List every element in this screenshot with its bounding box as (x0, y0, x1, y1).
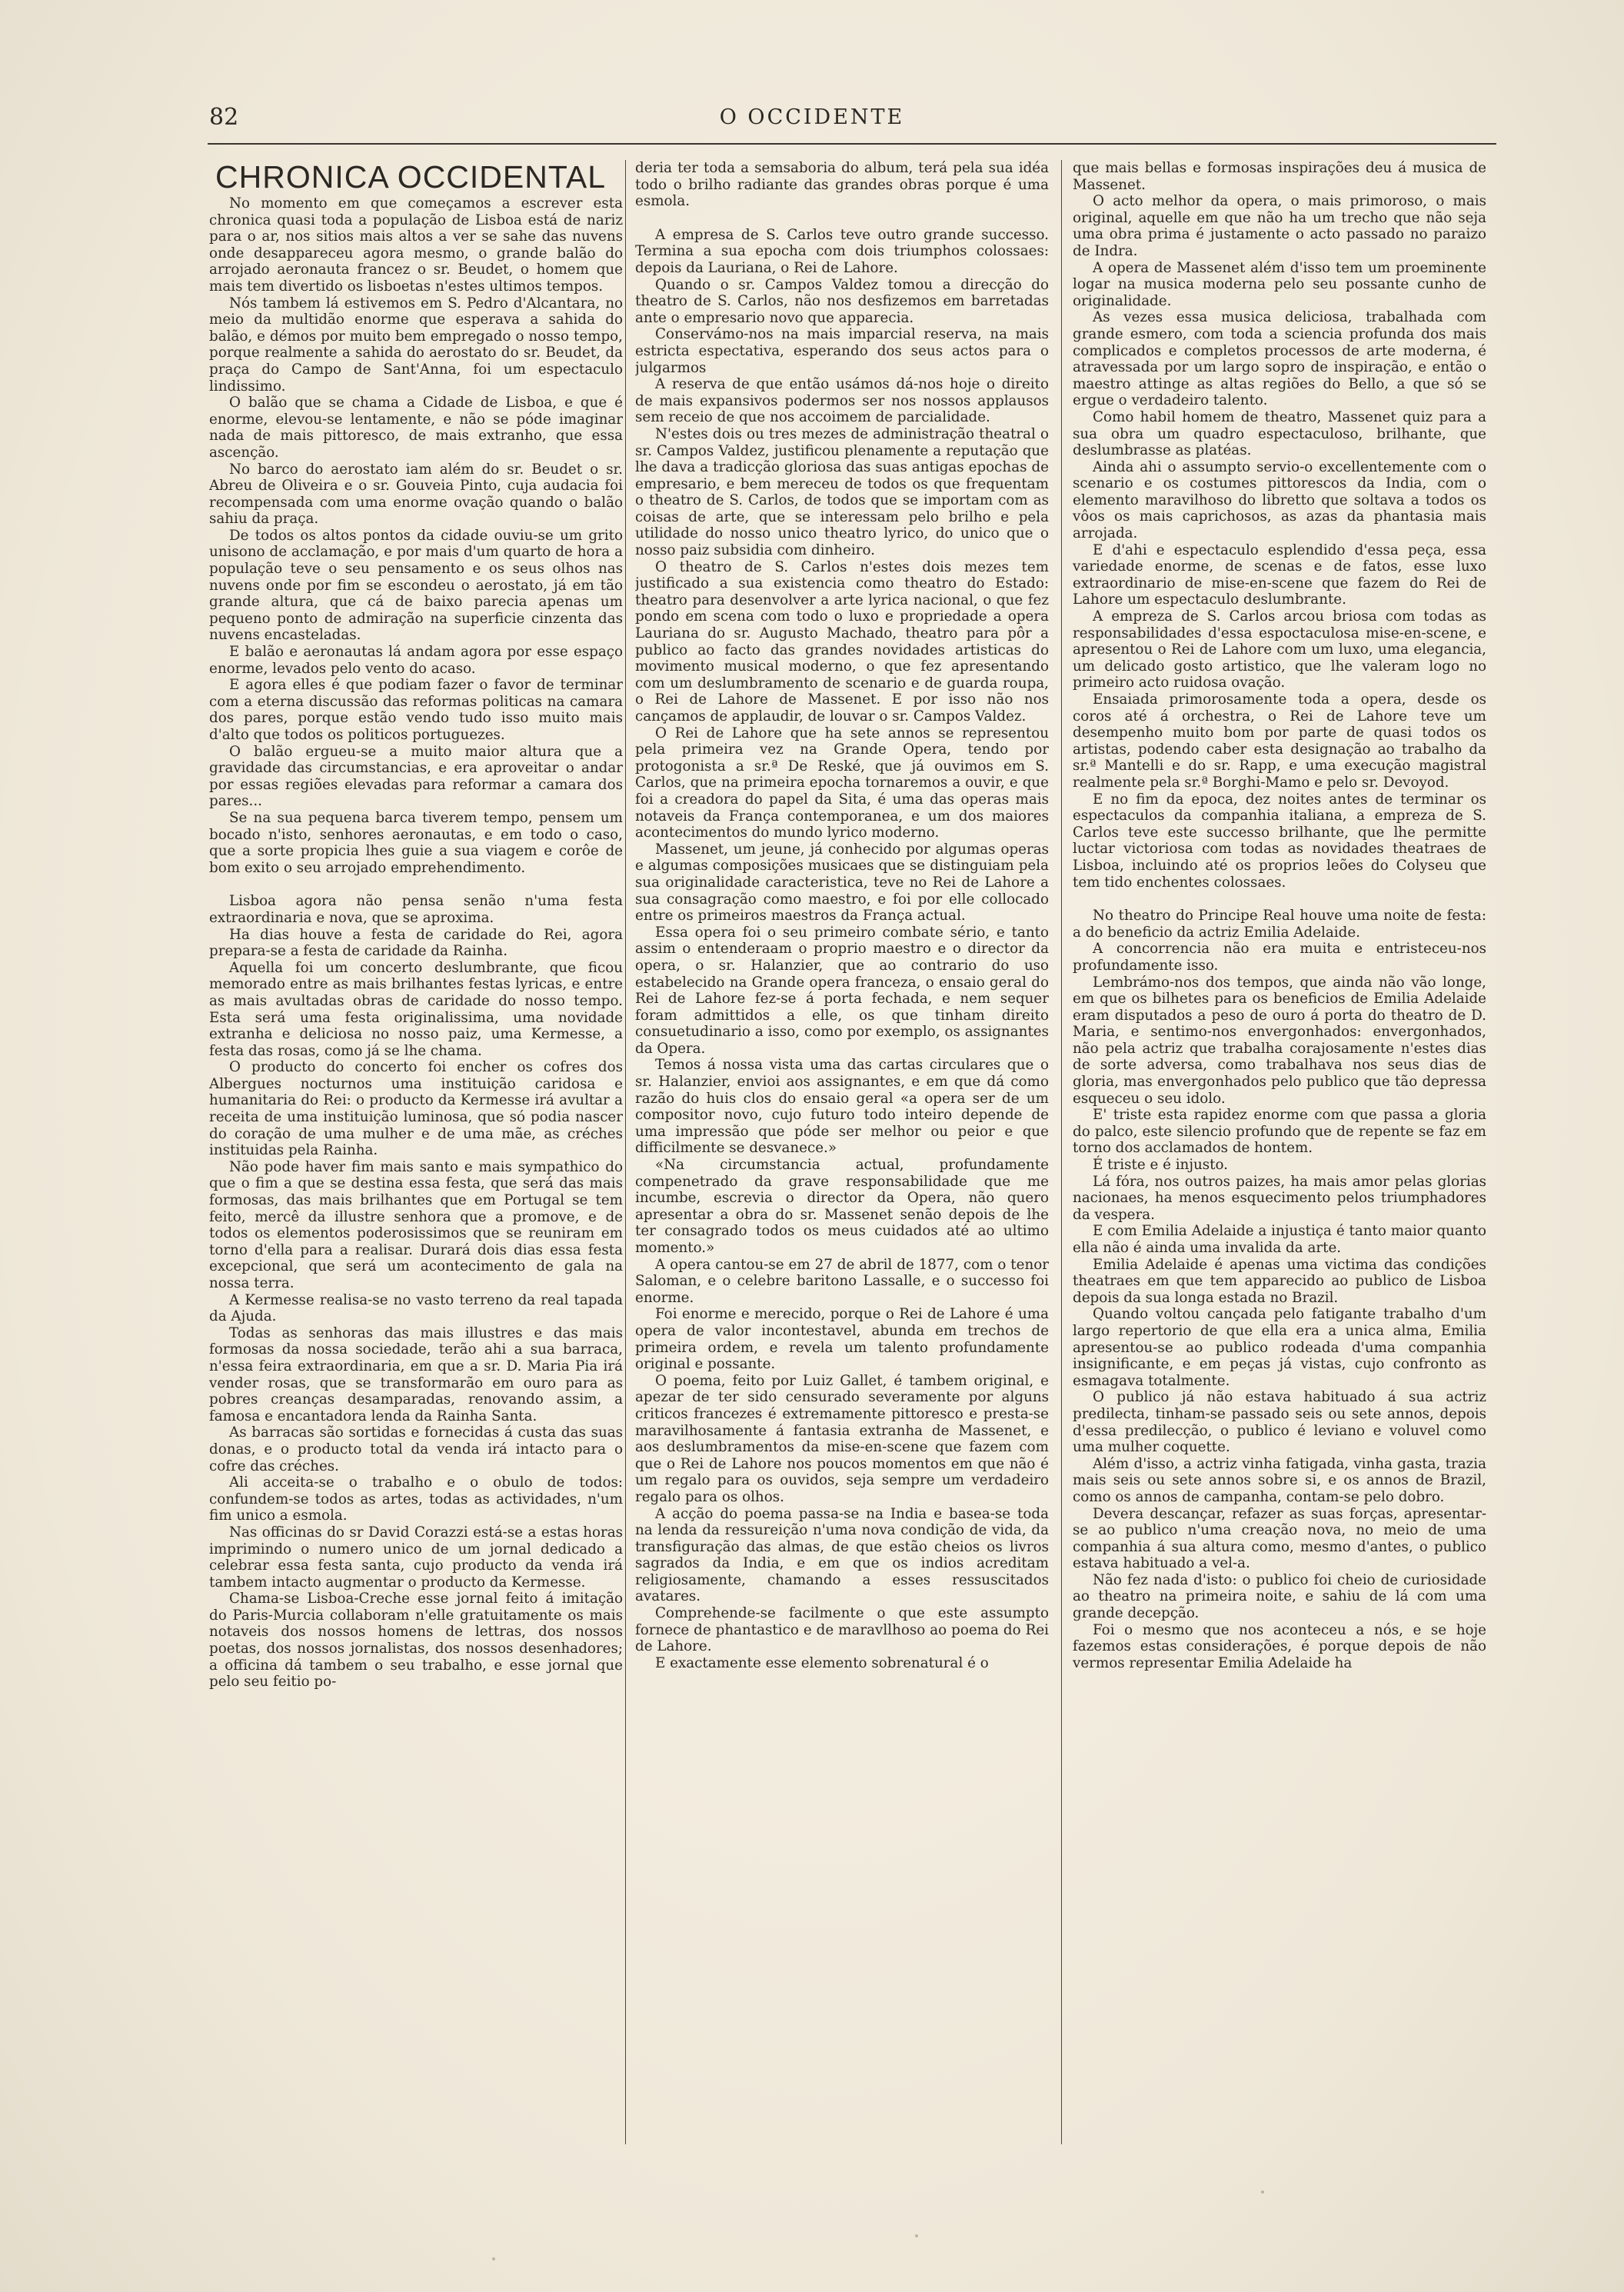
paragraph: As vezes essa musica deliciosa, trabalhada com grande esmero, com toda a sciencia profunda dos mais complicados e completos processos de arte moderna, é atravessada por um largo sopro de inspiração, e então o maestro attinge as altas regiões do Bello, a que só se ergue o verdadeiro talento. (1073, 309, 1486, 409)
paragraph: No theatro do Principe Real houve uma noite de festa: a do beneficio da actriz Emilia Adelaide. (1073, 908, 1486, 941)
paragraph: A acção do poema passa-se na India e basea-se toda na lenda da ressureição n'uma nova condição de vida, da transfiguração das almas, de que estão cheios os livros sagrados da India, e em que os indios acreditam religiosamente, chamando a esses ressuscitados avatares. (635, 1505, 1049, 1605)
paragraph: E no fim da epoca, dez noites antes de terminar os espectaculos da companhia italiana, a empreza de S. Carlos teve este successo brilhante, que lhe permitte luctar victoriosa com todas as novidades theatraes de Lisboa, incluindo até os proprios leões do Colyseu que tem tido enchentes colossaes. (1073, 791, 1486, 891)
paragraph: As barracas são sortidas e fornecidas á custa das suas donas, e o producto total da venda irá intacto para o cofre das créches. (209, 1424, 623, 1474)
paragraph: Chama-se Lisboa-Creche esse jornal feito á imitação do Paris-Murcia collaboram n'elle gratuitamente os mais notaveis dos nossos homens de lettras, dos nossos poetas, dos nossos jornalistas, dos nossos desenhadores; a officina dá tambem o seu trabalho, e esse jornal que pelo seu feitio po- (209, 1591, 623, 1691)
running-head: O OCCIDENTE (719, 105, 905, 129)
paragraph: Como habil homem de theatro, Massenet quiz para a sua obra um quadro espectaculoso, brilhante, que deslumbrasse as platéas. (1073, 408, 1486, 459)
paragraph: Foi o mesmo que nos aconteceu a nós, e se hoje fazemos estas considerações, é porque depois de não vermos representar Emilia Adelaide ha (1073, 1621, 1486, 1671)
paragraph: Nas officinas do sr David Corazzi está-se a estas horas imprimindo o numero unico de um jornal dedicado a celebrar essa festa santa, cujo producto da venda irá tambem intacto augmentar o producto da Kermesse. (209, 1524, 623, 1591)
paragraph: Quando voltou cançada pelo fatigante trabalho d'um largo repertorio de que ella era a unica alma, Emilia apresentou-se ao publico rodeada d'uma companhia insignificante, e em peças já vistas, cujo confronto as esmagava totalmente. (1073, 1306, 1486, 1389)
paragraph: Ensaiada primorosamente toda a opera, desde os coros até á orchestra, o Rei de Lahore teve um desempenho muito bom por parte de quasi todos os artistas, podendo caber esta designação ao trabalho da sr.ª Mantelli e do sr. Rapp, e uma execução magistral realmente pela sr.ª Borghi-Mamo e pelo sr. Devoyod. (1073, 691, 1486, 791)
paragraph: A Kermesse realisa-se no vasto terreno da real tapada da Ajuda. (209, 1291, 623, 1325)
paragraph: Essa opera foi o seu primeiro combate sério, e tanto assim o entenderaam o proprio maestro e o director da opera, o sr. Halanzier, que ao contrario do uso estabelecido na Grande opera franceza, o ensaio geral do Rei de Lahore fez-se á porta fechada, e nem sequer foram admittidos a elle, os que tinham direito consuetudinario a isso, como por exemplo, os assignantes da Opera. (635, 924, 1049, 1057)
paragraph: Aquella foi um concerto deslumbrante, que ficou memorado entre as mais brilhantes festas lyricas, e entre as mais avultadas obras de caridade do nosso tempo. Esta será uma festa originalissima, uma novidade extranha e deliciosa no nosso paiz, uma Kermesse, a festa das rosas, como já se lhe chama. (209, 959, 623, 1059)
paragraph: Não fez nada d'isto: o publico foi cheio de curiosidade ao theatro na primeira noite, e sahiu de lá com uma grande decepção. (1073, 1571, 1486, 1622)
paper-speck (1261, 2190, 1264, 2194)
paragraph: Lembrámo-nos dos tempos, que ainda não vão longe, em que os bilhetes para os beneficios de Emilia Adelaide eram disputados a peso de ouro á porta do theatro de D. Maria, e sentimo-nos envergonhados: envergonhados, não pela actriz que trabalha corajosamente n'estes dias de sorte adversa, como trabalhava nos seus dias de gloria, mas envergonhados pelo publico que tão depressa esqueceu o seu idolo. (1073, 974, 1486, 1107)
paragraph: O Rei de Lahore que ha sete annos se representou pela primeira vez na Grande Opera, tendo por protogonista a sr.ª De Reské, que já ouvimos em S. Carlos, que na primeira epocha tornaremos a ouvir, e que foi a creadora do papel da Sita, é uma das operas mais notaveis da França contemporanea, e um dos maiores acontecimentos do mundo lyrico moderno. (635, 725, 1049, 841)
paragraph: Devera descançar, refazer as suas forças, apresentar-se ao publico n'uma creação nova, no meio de uma companhia á sua altura como, mesmo d'antes, o publico estava habituado a vel-a. (1073, 1505, 1486, 1572)
paragraph: Temos á nossa vista uma das cartas circulares que o sr. Halanzier, envioi aos assignantes, e em que dá como razão do huis clos do ensaio geral «a opera ser de um compositor novo, cujo futuro todo inteiro depende de uma impressão que póde ser melhor ou peior e que difficilmente se desvanece.» (635, 1057, 1049, 1157)
paragraph: O producto do concerto foi encher os cofres dos Albergues nocturnos uma instituição caridosa e humanitaria do Rei: o producto da Kermesse irá avultar a receita de uma instituição luminosa, que só podia nascer do coração de uma mulher e de uma mãe, as créches instituidas pela Rainha. (209, 1059, 623, 1159)
paragraph: E exactamente esse elemento sobrenatural é o (655, 1654, 989, 1671)
paragraph: A opera cantou-se em 27 de abril de 1877, com o tenor Saloman, e o celebre baritono Lassalle, e o successo foi enorme. (635, 1256, 1049, 1306)
paragraph: Conservámo-nos na mais imparcial reserva, na mais estricta espectativa, esperando dos seus actos para o julgarmos (635, 326, 1049, 376)
paragraph: Quando o sr. Campos Valdez tomou a direcção do theatro de S. Carlos, não nos desfizemos em barretadas ante o empresario novo que apparecia. (635, 276, 1049, 326)
text-column-1 (209, 160, 623, 2160)
paragraph: que mais bellas e formosas inspirações deu á musica de Massenet. (1073, 160, 1486, 193)
page-number: 82 (209, 104, 239, 131)
text-column-2 (635, 160, 1049, 2160)
paper-speck (492, 2257, 495, 2260)
paragraph: No barco do aerostato iam além do sr. Beudet o sr. Abreu de Oliveira e o sr. Gouveia Pinto, cuja audacia foi recompensada com uma enorme ovação quando o balão sahiu da praça. (209, 461, 623, 528)
paragraph: O theatro de S. Carlos n'estes dois mezes tem justificado a sua existencia como theatro do Estado: theatro para desenvolver a arte lyrica nacional, o que fez pondo em scena com todo o luxo e propriedade a opera Lauriana do sr. Augusto Machado, theatro para pôr a publico ao facto das grandes novidades artisticas do movimento musical moderno, o que fez apresentando com um deslumbramento de scenario e de guarda roupa, o Rei de Lahore de Massenet. E por isso não nos cançamos de applaudir, de louvar o sr. Campos Valdez. (635, 558, 1049, 725)
column-divider (625, 160, 626, 2144)
column-2-body (635, 160, 1049, 1671)
paragraph: E com Emilia Adelaide a injustiça é tanto maior quanto ella não é ainda uma invalida da arte. (1073, 1223, 1486, 1256)
paper-speck (915, 2234, 918, 2237)
paragraph: O poema, feito por Luiz Gallet, é tambem original, e apezar de ter sido censurado severamente por alguns criticos francezes é extremamente pittoresco e presta-se maravilhosamente á fantasia extranha de Massenet, e aos deslumbramentos da mise-en-scene que fazem com que o Rei de Lahore nos poucos momentos em que não é um regalo para os ouvidos, seja sempre um verdadeiro regalo para os olhos. (635, 1372, 1049, 1505)
paragraph: Nós tambem lá estivemos em S. Pedro d'Alcantara, no meio da multidão enorme que esperava a sahida do balão, e démos por muito bem empregado o nosso tempo, porque realmente a sahida do aerostato do sr. Beudet, da praça do Campo de Sant'Anna, foi um espectaculo lindissimo. (209, 295, 623, 395)
paragraph: «Na circumstancia actual, profundamente compenetrado da grave responsabilidade que me incumbe, escrevia o director da Opera, não quero apresentar a obra do sr. Massenet senão depois de lhe ter consagrado todos os meus cuidados até ao ultimo momento.» (635, 1157, 1049, 1256)
paragraph: Todas as senhoras das mais illustres e das mais formosas da nossa sociedade, terão ahi a sua barraca, n'essa feira extraordinaria, em que a sr. D. Maria Pia irá vender rosas, que se transformarão em ouro para as pobres creanças desamparadas, renovando assim, a famosa e encantadora lenda da Rainha Santa. (209, 1324, 623, 1424)
paragraph: A empreza de S. Carlos arcou briosa com todas as responsabilidades d'essa espoctaculosa mise-en-scene, e apresentou o Rei de Lahore com um luxo, uma elegancia, um delicado gosto artistico, que lhe valeram logo no primeiro acto ruidosa ovação. (1073, 608, 1486, 691)
paragraph: Lá fóra, nos outros paizes, ha mais amor pelas glorias nacionaes, ha menos esquecimento pelos triumphadores da vespera. (1073, 1173, 1486, 1223)
paragraph: Ha dias houve a festa de caridade do Rei, agora prepara-se a festa de caridade da Rainha. (209, 926, 623, 960)
text-column-3 (1073, 160, 1486, 2160)
paragraph: No momento em que começamos a escrever esta chronica quasi toda a população de Lisboa está de nariz para o ar, nos sitios mais altos a ver se sahe das nuvens onde desappareceu agora mesmo, o grande balão do arrojado aeronauta francez o sr. Beudet, o homem que mais tem divertido os lisboetas n'estes ultimos tempos. (209, 195, 623, 295)
paragraph: A reserva de que então usámos dá-nos hoje o direito de mais expansivos podermos ser nos nossos applausos sem receio de que nos accoimem de parcialidade. (635, 376, 1049, 426)
paragraph: E' triste esta rapidez enorme com que passa a gloria do palco, este silencio profundo que de repente se faz em torno dos acclamados de hontem. (1073, 1107, 1486, 1157)
paragraph: Ainda ahi o assumpto servio-o excellentemente com o scenario e os costumes pittorescos da India, com o elemento maravilhoso do libretto que soltava a todos os vôos os mais caprichosos, as azas da phantasia mais arrojada. (1073, 458, 1486, 542)
paragraph: Foi enorme e merecido, porque o Rei de Lahore é uma opera de valor incontestavel, abunda em trechos de primeira ordem, e revela um talento profundamente original e possante. (635, 1306, 1049, 1373)
paragraph: O acto melhor da opera, o mais primoroso, o mais original, aquelle em que não ha um trecho que não seja uma obra prima é justamente o acto passado no paraizo de Indra. (1073, 193, 1486, 259)
paragraph: Comprehende-se facilmente o que este assumpto fornece de phantastico e de maravllhoso ao poema do Rei de Lahore. (635, 1605, 1049, 1655)
paragraph: N'estes dois ou tres mezes de administração theatral o sr. Campos Valdez, justificou plenamente a reputação que lhe dava a tradicção gloriosa das suas antigas epochas de empresario, e bem mereceu de todos os que frequentam o theatro de S. Carlos, de todos que se importam com as coisas de arte, que se interessam pelo brilho e pela utilidade do nosso unico theatro lyrico, do unico que o nosso paiz subsidia com dinheiro. (635, 425, 1049, 559)
paragraph: Além d'isso, a actriz vinha fatigada, vinha gasta, trazia mais seis ou sete annos sobre si, e os annos de Brazil, como os annos de campanha, contam-se pelo dobro. (1073, 1455, 1486, 1505)
paragraph: O publico já não estava habituado á sua actriz predilecta, tinham-se passado seis ou sete annos, depois d'essa predilecção, o publico é leviano e voluvel como uma mulher coquette. (1073, 1389, 1486, 1456)
paragraph: Ali acceita-se o trabalho e o obulo de todos: confundem-se todos as artes, todas as actividades, n'um fim unico a esmola. (209, 1474, 623, 1524)
column-3-body (1073, 160, 1486, 1671)
header-rule (208, 143, 1496, 145)
paragraph: O balão que se chama a Cidade de Lisboa, e que é enorme, elevou-se lentamente, e não se póde imaginar nada de mais pittoresco, de mais extranho, que essa ascenção. (209, 395, 623, 461)
paragraph: deria ter toda a semsaboria do album, terá pela sua idéa todo o brilho radiante das grandes obras porque é uma esmola. (635, 160, 1049, 210)
paragraph: Se na sua pequena barca tiverem tempo, pensem um bocado n'isto, senhores aeronautas, e em todo o caso, que a sorte propicia lhes guie a sua viagem e corôe de bom exito o seu arrojado emprehendimento. (209, 809, 623, 876)
paragraph: Emilia Adelaide é apenas uma victima das condições theatraes em que tem apparecido ao publico de Lisboa depois da sua longa estada no Brazil. (1073, 1256, 1486, 1306)
article-title: CHRONICA OCCIDENTAL (215, 160, 607, 195)
paragraph: Não pode haver fim mais santo e mais sympathico do que o fim a que se destina essa festa, que será das mais formosas, das mais brilhantes que em Portugal se tem feito, mercê da illustre senhora que a promove, e de todos os elementos poderosissimos que se reuniram em torno d'ella para a realisar. Durará dois dias essa festa excepcional, que será um acontecimento de gala na nossa terra. (209, 1158, 623, 1291)
paragraph: Massenet, um jeune, já conhecido por algumas operas e algumas composições musicaes que se distinguiam pela sua originalidade caracteristica, teve no Rei de Lahore a sua consagração como maestro, e foi por elle collocado entre os primeiros maestros da França actual. (635, 841, 1049, 924)
paragraph: A concorrencia não era muita e entristeceu-nos profundamente isso. (1073, 941, 1486, 974)
paragraph: A opera de Massenet além d'isso tem um proeminente logar na musica moderna pelo seu possante cunho de originalidade. (1073, 259, 1486, 309)
paragraph: De todos os altos pontos da cidade ouviu-se um grito unisono de acclamação, e por mais d'um quarto de hora a população teve o seu pensamento e os seus olhos nas nuvens onde por fim se escondeu o aerostato, já em tão grande altura, que cá de baixo parecia apenas um pequeno ponto de admiração na superficie cinzenta das nuvens encasteladas. (209, 527, 623, 644)
paragraph: E d'ahi e espectaculo esplendido d'essa peça, essa variedade enorme, de scenas e de fatos, esse luxo extraordinario de mise-en-scene que fazem do Rei de Lahore um espectaculo deslumbrante. (1073, 541, 1486, 608)
column-1-body (209, 195, 623, 1691)
paragraph: E balão e aeronautas lá andam agora por esse espaço enorme, levados pelo vento do acaso. (209, 644, 623, 677)
paragraph: A empresa de S. Carlos teve outro grande successo. Termina a sua epocha com dois triumphos colossaes: depois da Lauriana, o Rei de Lahore. (635, 226, 1049, 276)
paragraph: E agora elles é que podiam fazer o favor de terminar com a eterna discussão das reformas politicas na camara dos pares, porque estão vendo tudo isso muito mais d'alto que todos os politicos portuguezes. (209, 677, 623, 743)
paragraph: O balão ergueu-se a muito maior altura que a gravidade das circumstancias, e era aproveitar o andar por essas regiões elevadas para reformar a camara dos pares... (209, 743, 623, 810)
column-divider (1061, 160, 1062, 2144)
paragraph: Lisboa agora não pensa senão n'uma festa extraordinaria e nova, que se aproxima. (209, 893, 623, 926)
paragraph: É triste e é injusto. (1093, 1157, 1228, 1174)
